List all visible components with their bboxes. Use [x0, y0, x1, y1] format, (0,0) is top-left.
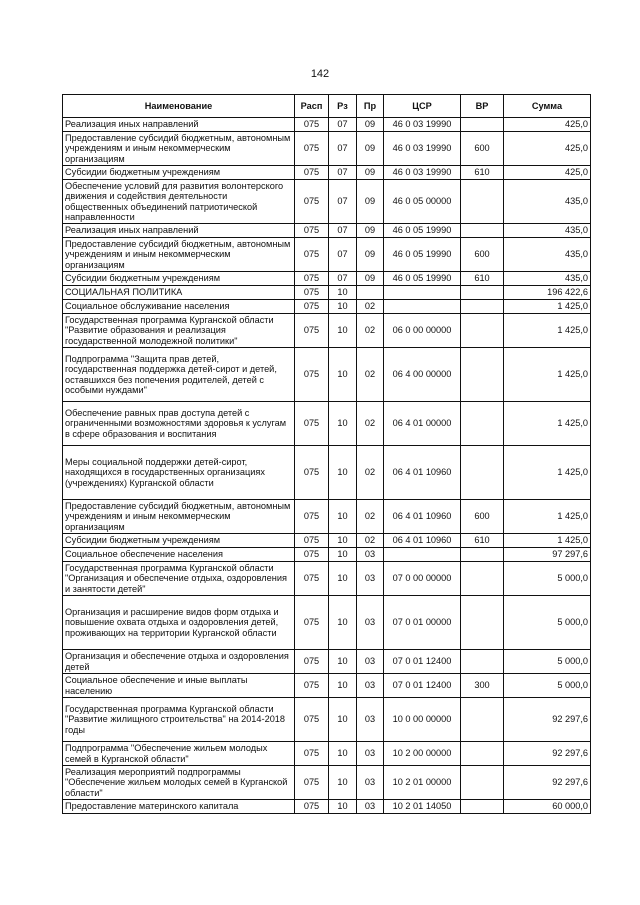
cell-rasp: 075: [295, 698, 329, 742]
cell-vr: [461, 742, 504, 766]
table-row: [63, 446, 591, 500]
cell-vr: [461, 314, 504, 348]
cell-pr: 09: [357, 132, 384, 166]
cell-pr: 02: [357, 300, 384, 314]
table-row: [63, 500, 591, 534]
cell-pr: 03: [357, 596, 384, 650]
cell-pr: 03: [357, 766, 384, 800]
cell-rz: 07: [329, 272, 357, 286]
cell-sum: 97 297,6: [504, 548, 591, 562]
cell-pr: 03: [357, 650, 384, 674]
table-row: [63, 166, 591, 180]
header-vr: ВР: [461, 95, 504, 118]
cell-pr: 03: [357, 674, 384, 698]
cell-rasp: 075: [295, 314, 329, 348]
cell-csr: 10 0 00 00000: [384, 698, 461, 742]
cell-csr: 46 0 03 19990: [384, 118, 461, 132]
cell-pr: 09: [357, 180, 384, 224]
cell-name: Реализация мероприятий подпрограммы "Обеспечение жильем молодых семей в Курганской области": [63, 766, 295, 800]
budget-table: [62, 94, 591, 814]
table-row: [63, 698, 591, 742]
cell-sum: 1 425,0: [504, 534, 591, 548]
cell-csr: 06 4 01 00000: [384, 402, 461, 446]
cell-pr: 02: [357, 446, 384, 500]
page-number: 142: [310, 68, 330, 80]
cell-sum: 425,0: [504, 118, 591, 132]
table-row: [63, 742, 591, 766]
cell-pr: 02: [357, 314, 384, 348]
cell-name: Обеспечение условий для развития волонтерского движения и содействия деятельности общественных объединений патриотической направленности: [63, 180, 295, 224]
cell-pr: 09: [357, 118, 384, 132]
cell-rz: 10: [329, 674, 357, 698]
header-name: Наименование: [63, 95, 295, 118]
cell-rz: 10: [329, 800, 357, 814]
cell-sum: 196 422,6: [504, 286, 591, 300]
cell-rz: 10: [329, 596, 357, 650]
cell-pr: 02: [357, 348, 384, 402]
cell-sum: 435,0: [504, 272, 591, 286]
cell-rz: 07: [329, 166, 357, 180]
cell-vr: [461, 300, 504, 314]
cell-vr: [461, 286, 504, 300]
cell-name: Субсидии бюджетным учреждениям: [63, 166, 295, 180]
cell-sum: 1 425,0: [504, 500, 591, 534]
cell-pr: 02: [357, 402, 384, 446]
cell-name: Социальное обслуживание населения: [63, 300, 295, 314]
cell-rz: 10: [329, 500, 357, 534]
cell-sum: 435,0: [504, 238, 591, 272]
cell-name: Государственная программа Курганской области "Развитие образования и реализация государственной молодежной политики": [63, 314, 295, 348]
cell-pr: 09: [357, 272, 384, 286]
cell-vr: [461, 800, 504, 814]
cell-rasp: 075: [295, 800, 329, 814]
cell-pr: 03: [357, 742, 384, 766]
table-row: [63, 534, 591, 548]
cell-name: Меры социальной поддержки детей-сирот, находящихся в государственных организациях (учреждениях) Курганской области: [63, 446, 295, 500]
table-header-row: [63, 95, 591, 118]
cell-sum: 425,0: [504, 132, 591, 166]
cell-name: Предоставление субсидий бюджетным, автономным учреждениям и иным некоммерческим организациям: [63, 132, 295, 166]
cell-csr: 06 4 00 00000: [384, 348, 461, 402]
cell-csr: 07 0 01 12400: [384, 650, 461, 674]
cell-csr: 06 4 01 10960: [384, 446, 461, 500]
cell-vr: 600: [461, 500, 504, 534]
table-row: [63, 650, 591, 674]
cell-csr: 06 0 00 00000: [384, 314, 461, 348]
cell-csr: 46 0 05 19990: [384, 272, 461, 286]
cell-csr: [384, 286, 461, 300]
cell-pr: 03: [357, 698, 384, 742]
cell-rasp: 075: [295, 562, 329, 596]
cell-rasp: 075: [295, 500, 329, 534]
header-rz: Рз: [329, 95, 357, 118]
cell-vr: 600: [461, 132, 504, 166]
table-row: [63, 224, 591, 238]
cell-vr: [461, 562, 504, 596]
cell-rasp: 075: [295, 534, 329, 548]
cell-csr: 46 0 05 19990: [384, 224, 461, 238]
table-row: [63, 314, 591, 348]
cell-sum: 5 000,0: [504, 562, 591, 596]
table-row: [63, 402, 591, 446]
cell-name: Государственная программа Курганской области "Развитие жилищного строительства" на 2014-2018 годы: [63, 698, 295, 742]
cell-vr: [461, 766, 504, 800]
table-row: [63, 766, 591, 800]
cell-csr: 07 0 00 00000: [384, 562, 461, 596]
table-row: [63, 548, 591, 562]
cell-name: Предоставление материнского капитала: [63, 800, 295, 814]
cell-name: Субсидии бюджетным учреждениям: [63, 272, 295, 286]
table-row: [63, 286, 591, 300]
cell-csr: 10 2 01 14050: [384, 800, 461, 814]
cell-sum: 1 425,0: [504, 348, 591, 402]
cell-rasp: 075: [295, 132, 329, 166]
cell-rasp: 075: [295, 766, 329, 800]
cell-pr: 02: [357, 534, 384, 548]
cell-csr: 06 4 01 10960: [384, 534, 461, 548]
cell-rasp: 075: [295, 166, 329, 180]
cell-sum: 1 425,0: [504, 402, 591, 446]
cell-sum: 435,0: [504, 180, 591, 224]
cell-vr: [461, 118, 504, 132]
cell-name: СОЦИАЛЬНАЯ ПОЛИТИКА: [63, 286, 295, 300]
cell-rasp: 075: [295, 446, 329, 500]
cell-vr: [461, 348, 504, 402]
cell-rz: 07: [329, 180, 357, 224]
cell-sum: 1 425,0: [504, 446, 591, 500]
cell-rz: 10: [329, 300, 357, 314]
table-row: [63, 180, 591, 224]
cell-rz: 10: [329, 402, 357, 446]
cell-name: Предоставление субсидий бюджетным, автономным учреждениям и иным некоммерческим организациям: [63, 500, 295, 534]
cell-name: Подпрограмма "Защита прав детей, государственная поддержка детей-сирот и детей, оставшихся без попечения родителей, детей с особыми нуждами": [63, 348, 295, 402]
cell-sum: 60 000,0: [504, 800, 591, 814]
cell-csr: 46 0 03 19990: [384, 166, 461, 180]
cell-pr: 09: [357, 224, 384, 238]
cell-rasp: 075: [295, 180, 329, 224]
table-row: [63, 238, 591, 272]
cell-rasp: 075: [295, 650, 329, 674]
cell-rasp: 075: [295, 118, 329, 132]
header-sum: Сумма: [504, 95, 591, 118]
cell-sum: 5 000,0: [504, 674, 591, 698]
cell-pr: 03: [357, 800, 384, 814]
cell-vr: 610: [461, 166, 504, 180]
table-row: [63, 132, 591, 166]
cell-rasp: 075: [295, 674, 329, 698]
cell-name: Реализация иных направлений: [63, 224, 295, 238]
cell-rz: 07: [329, 118, 357, 132]
cell-csr: 07 0 01 00000: [384, 596, 461, 650]
cell-name: Организация и расширение видов форм отдыха и повышение охвата отдыха и оздоровления детей, проживающих на территории Курганской области: [63, 596, 295, 650]
cell-vr: [461, 698, 504, 742]
cell-rasp: 075: [295, 742, 329, 766]
table-row: [63, 300, 591, 314]
cell-pr: [357, 286, 384, 300]
cell-rasp: 075: [295, 286, 329, 300]
cell-rz: 10: [329, 548, 357, 562]
table-row: [63, 562, 591, 596]
cell-csr: 07 0 01 12400: [384, 674, 461, 698]
cell-vr: [461, 224, 504, 238]
cell-name: Социальное обеспечение населения: [63, 548, 295, 562]
cell-pr: 03: [357, 562, 384, 596]
table-row: [63, 348, 591, 402]
header-csr: ЦСР: [384, 95, 461, 118]
cell-csr: [384, 300, 461, 314]
cell-pr: 09: [357, 166, 384, 180]
cell-name: Организация и обеспечение отдыха и оздоровления детей: [63, 650, 295, 674]
cell-sum: 435,0: [504, 224, 591, 238]
cell-sum: 1 425,0: [504, 300, 591, 314]
table-row: [63, 272, 591, 286]
table-row: [63, 596, 591, 650]
cell-rasp: 075: [295, 238, 329, 272]
cell-rz: 10: [329, 314, 357, 348]
cell-csr: 10 2 01 00000: [384, 766, 461, 800]
cell-rasp: 075: [295, 224, 329, 238]
cell-name: Реализация иных направлений: [63, 118, 295, 132]
cell-csr: 10 2 00 00000: [384, 742, 461, 766]
cell-vr: [461, 180, 504, 224]
cell-vr: 300: [461, 674, 504, 698]
cell-vr: [461, 548, 504, 562]
cell-rasp: 075: [295, 272, 329, 286]
cell-rz: 10: [329, 446, 357, 500]
cell-rz: 10: [329, 742, 357, 766]
cell-vr: 600: [461, 238, 504, 272]
cell-name: Государственная программа Курганской области "Организация и обеспечение отдыха, оздоровления и занятости детей": [63, 562, 295, 596]
cell-csr: 46 0 05 19990: [384, 238, 461, 272]
cell-vr: 610: [461, 272, 504, 286]
cell-csr: 06 4 01 10960: [384, 500, 461, 534]
cell-csr: 46 0 03 19990: [384, 132, 461, 166]
table-row: [63, 800, 591, 814]
table-row: [63, 118, 591, 132]
cell-name: Подпрограмма "Обеспечение жильем молодых семей в Курганской области": [63, 742, 295, 766]
cell-name: Социальное обеспечение и иные выплаты населению: [63, 674, 295, 698]
table-row: [63, 674, 591, 698]
cell-pr: 09: [357, 238, 384, 272]
cell-sum: 425,0: [504, 166, 591, 180]
cell-rz: 10: [329, 286, 357, 300]
cell-rz: 10: [329, 698, 357, 742]
cell-rz: 07: [329, 132, 357, 166]
cell-sum: 5 000,0: [504, 596, 591, 650]
cell-rasp: 075: [295, 548, 329, 562]
cell-rz: 07: [329, 238, 357, 272]
cell-name: Обеспечение равных прав доступа детей с ограниченными возможностями здоровья к услугам в сфере образования и воспитания: [63, 402, 295, 446]
cell-sum: 92 297,6: [504, 742, 591, 766]
cell-rz: 10: [329, 534, 357, 548]
cell-rasp: 075: [295, 402, 329, 446]
cell-rz: 10: [329, 766, 357, 800]
cell-vr: [461, 650, 504, 674]
cell-rasp: 075: [295, 300, 329, 314]
cell-rz: 07: [329, 224, 357, 238]
cell-rz: 10: [329, 650, 357, 674]
header-rasp: Расп: [295, 95, 329, 118]
cell-sum: 92 297,6: [504, 698, 591, 742]
cell-name: Субсидии бюджетным учреждениям: [63, 534, 295, 548]
cell-pr: 03: [357, 548, 384, 562]
cell-vr: [461, 446, 504, 500]
cell-rasp: 075: [295, 596, 329, 650]
cell-sum: 92 297,6: [504, 766, 591, 800]
cell-pr: 02: [357, 500, 384, 534]
cell-sum: 1 425,0: [504, 314, 591, 348]
cell-vr: [461, 402, 504, 446]
cell-rasp: 075: [295, 348, 329, 402]
cell-csr: 46 0 05 00000: [384, 180, 461, 224]
cell-vr: 610: [461, 534, 504, 548]
cell-sum: 5 000,0: [504, 650, 591, 674]
header-pr: Пр: [357, 95, 384, 118]
cell-rz: 10: [329, 348, 357, 402]
cell-name: Предоставление субсидий бюджетным, автономным учреждениям и иным некоммерческим организациям: [63, 238, 295, 272]
cell-csr: [384, 548, 461, 562]
cell-rz: 10: [329, 562, 357, 596]
cell-vr: [461, 596, 504, 650]
